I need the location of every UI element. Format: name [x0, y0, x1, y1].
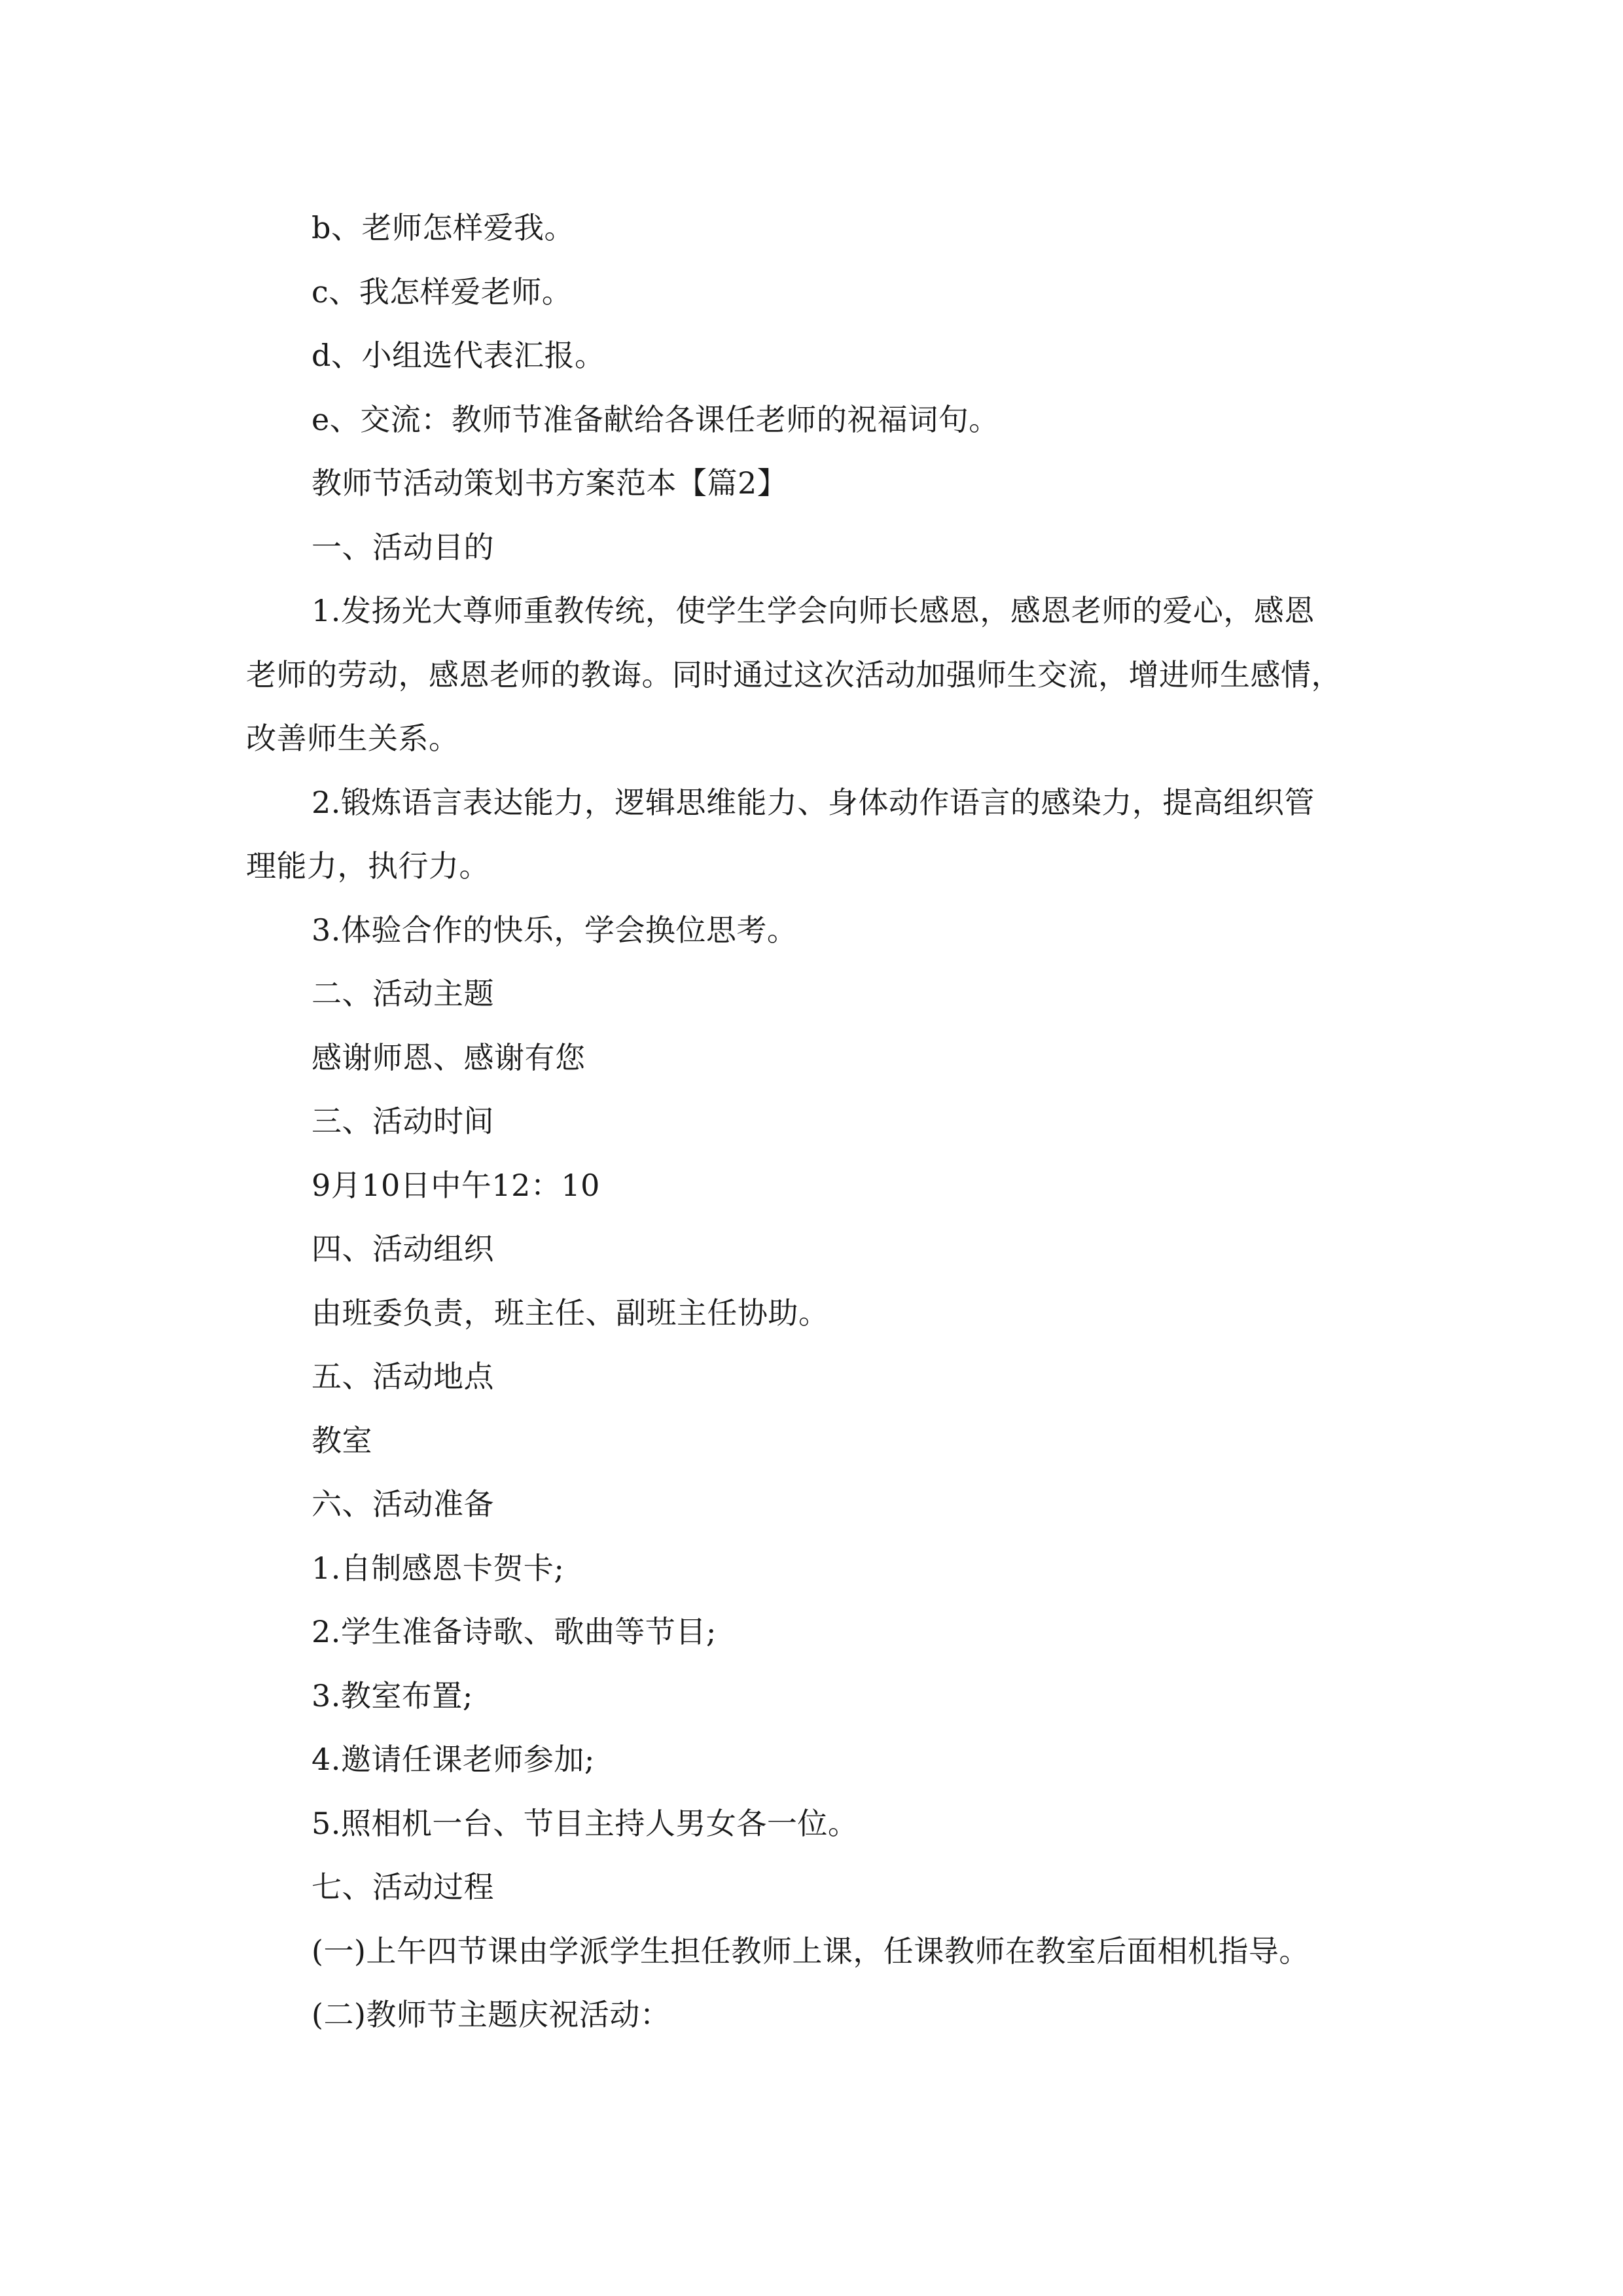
text-line: c、我怎样爱老师。: [312, 274, 573, 310]
text-line: d、小组选代表汇报。: [312, 338, 605, 373]
text-line: 3.教室布置;: [312, 1677, 473, 1713]
text-line: 1.自制感恩卡贺卡;: [312, 1550, 565, 1586]
text-line: 教室: [312, 1422, 372, 1458]
text-line: 七、活动过程: [312, 1869, 494, 1905]
text-line: 四、活动组织: [312, 1231, 494, 1266]
text-line: e、交流：教师节准备献给各课任老师的祝福词句。: [312, 401, 999, 437]
text-line: 三、活动时间: [312, 1103, 494, 1139]
text-line: 教师节活动策划书方案范本【篇2】: [312, 465, 788, 501]
text-line: 4.邀请任课老师参加;: [312, 1742, 595, 1777]
document-body: [246, 196, 1385, 2047]
text-line: 老师的劳动，感恩老师的教诲。同时通过这次活动加强师生交流，增进师生感情，: [246, 656, 1342, 692]
text-line: 2.锻炼语言表达能力，逻辑思维能力、身体动作语言的感染力，提高组织管: [312, 784, 1315, 820]
text-line: 理能力，执行力。: [246, 848, 490, 884]
text-line: 由班委负责，班主任、副班主任协助。: [312, 1295, 829, 1331]
text-line: (一)上午四节课由学派学生担任教师上课，任课教师在教室后面相机指导。: [312, 1933, 1310, 1969]
text-line: 5.照相机一台、节目主持人男女各一位。: [312, 1805, 859, 1841]
text-line: 1.发扬光大尊师重教传统，使学生学会向师长感恩，感恩老师的爱心，感恩: [312, 593, 1315, 628]
text-line: b、老师怎样爱我。: [312, 210, 575, 245]
text-line: 9月10日中午12：10: [312, 1167, 600, 1203]
text-line: 五、活动地点: [312, 1359, 494, 1394]
text-line: 二、活动主题: [312, 976, 494, 1011]
text-line: (二)教师节主题庆祝活动：: [312, 1997, 671, 2032]
text-line: 感谢师恩、感谢有您: [312, 1039, 586, 1075]
text-line: 2.学生准备诗歌、歌曲等节目;: [312, 1614, 717, 1649]
text-line: 3.体验合作的快乐，学会换位思考。: [312, 912, 798, 948]
text-line: 六、活动准备: [312, 1486, 494, 1522]
text-line: 一、活动目的: [312, 529, 494, 565]
text-line: 改善师生关系。: [246, 721, 459, 756]
